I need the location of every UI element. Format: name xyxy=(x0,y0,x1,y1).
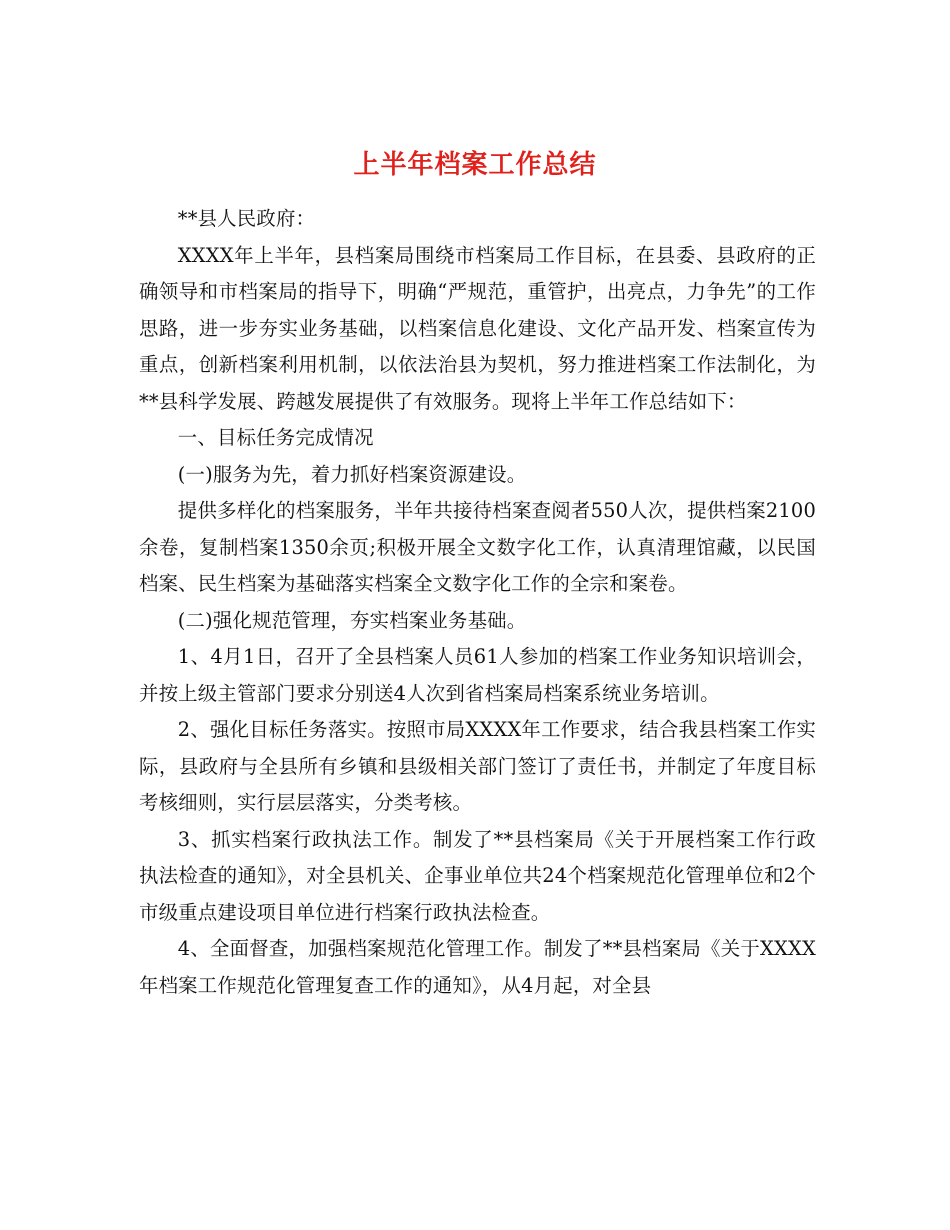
paragraph: 4、全面督查，加强档案规范化管理工作。制发了**县档案局《关于XXXX年档案工作规范化管理复查工作的通知》，从4月起，对全县 xyxy=(139,937,816,997)
paragraph-intro: XXXX年上半年，县档案局围绕市档案局工作目标，在县委、县政府的正确领导和市档案局的指导下，明确“严规范，重管护，出亮点，力争先”的工作思路，进一步夯实业务基础，以档案信息化建设、文化产品开发、档案宣传为重点，创新档案利用机制，以依法治县为契机，努力推进档案工作法制化，为**县科学发展、跨越发展提供了有效服务。现将上半年工作总结如下： xyxy=(139,243,816,413)
section-heading: 一、目标任务完成情况 xyxy=(177,426,374,449)
paragraph: 1、4月1日，召开了全县档案人员61人参加的档案工作业务知识培训会，并按上级主管部门要求分别送4人次到省档案局档案系统业务培训。 xyxy=(139,645,816,705)
paragraph: 提供多样化的档案服务，半年共接待档案查阅者550人次，提供档案2100余卷，复制档案1350余页;积极开展全文数字化工作，认真清理馆藏，以民国档案、民生档案为基础落实档案全文数字化工作的全宗和案卷。 xyxy=(139,499,816,595)
document-body xyxy=(139,201,816,1004)
document-title: 上半年档案工作总结 xyxy=(353,150,597,181)
salutation: **县人民政府： xyxy=(177,207,316,230)
paragraph: 3、抓实档案行政执法工作。制发了**县档案局《关于开展档案工作行政执法检查的通知》，对全县机关、企事业单位共24个档案规范化管理单位和2个市级重点建设项目单位进行档案行政执法检查。 xyxy=(139,827,816,924)
paragraph: 2、强化目标任务落实。按照市局XXXX年工作要求，结合我县档案工作实际，县政府与全县所有乡镇和县级相关部门签订了责任书，并制定了年度目标考核细则，实行层层落实，分类考核。 xyxy=(139,718,816,814)
subsection-heading: (二)强化规范管理，夯实档案业务基础。 xyxy=(177,608,527,632)
subsection-heading: (一)服务为先，着力抓好档案资源建设。 xyxy=(177,462,527,486)
